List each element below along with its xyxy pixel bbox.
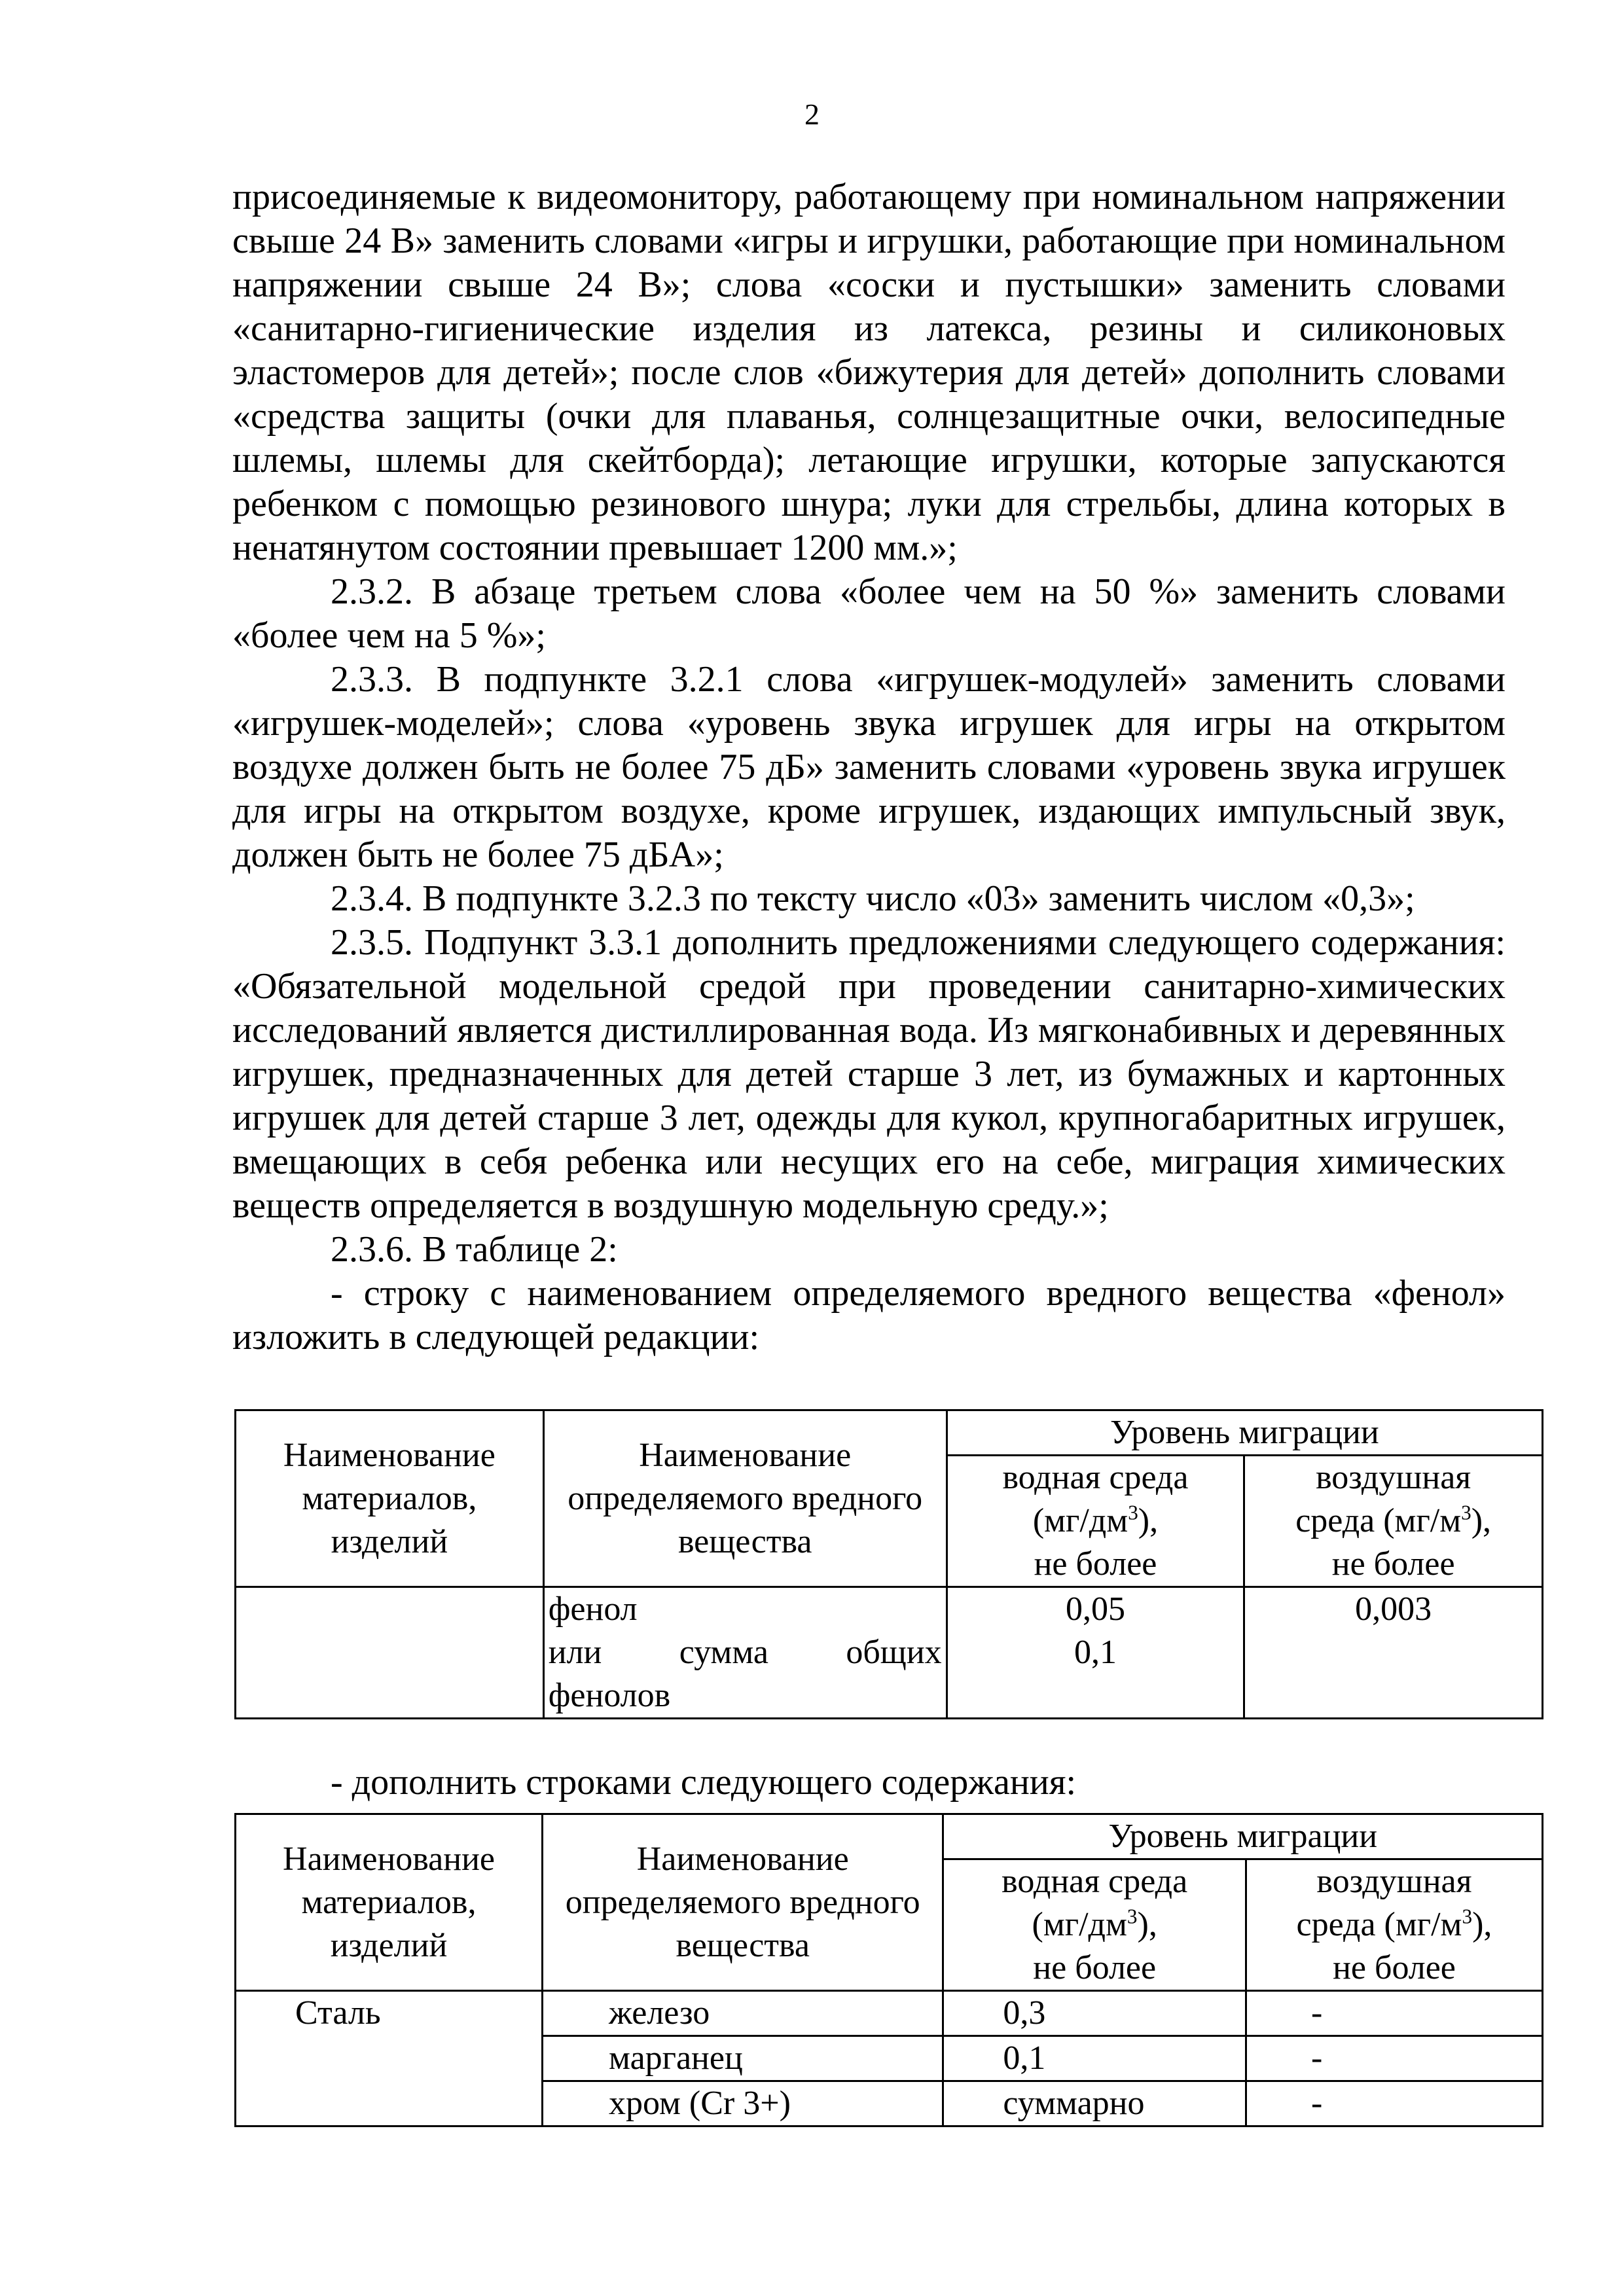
cell-material: Сталь: [236, 1991, 543, 2126]
header-air-medium: [1244, 1456, 1543, 1587]
cell-air: -: [1246, 2036, 1542, 2081]
header-water-medium: [947, 1456, 1244, 1587]
header-migration-level: Уровень миграции: [943, 1814, 1543, 1859]
header-air-line2: среда $(мг/м^3)$,: [1295, 1501, 1492, 1539]
cell-water: 0,1: [943, 2036, 1246, 2081]
page-number: 2: [804, 98, 820, 131]
paragraph: 2.3.5. Подпункт 3.3.1 дополнить предложениями следующего содержания: «Обязательной модельной средой при проведении санитарно-химических исследований является дистиллированная вода. Из мягконабивных и деревянных игрушек, предназначенных для детей старше 3 лет, из бумажных и картонных игрушек для детей старше 3 лет, одежды для кукол, крупногабаритных игрушек, вмещающих в себя ребенка или несущих его на себе, миграция химических веществ определяется в воздушную модельную среду.»;: [232, 922, 1506, 1226]
paragraph: - строку с наименованием определяемого вредного вещества «фенол» изложить в следующей редакции:: [232, 1273, 1506, 1357]
phenol-table: [234, 1409, 1543, 1719]
cell-water: 0,05 0,1: [947, 1587, 1244, 1719]
header-materials: Наименование материалов, изделий: [236, 1410, 544, 1587]
paragraph: 2.3.2. В абзаце третьем слова «более чем на 50 %» заменить словами «более чем на 5 %»;: [232, 571, 1506, 656]
table2-caption: - дополнить строками следующего содержания:: [331, 1762, 1077, 1803]
paragraph: 2.3.4. В подпункте 3.2.3 по тексту число «03» заменить числом «0,3»;: [331, 878, 1415, 919]
header-substance: Наименование определяемого вредного вещества: [543, 1410, 947, 1587]
table-row: [236, 1587, 1543, 1719]
header-water-line1: водная среда: [1002, 1459, 1189, 1496]
table-row: [236, 1991, 1543, 2036]
cell-substance: фенол или сумма общих фенолов: [543, 1587, 947, 1719]
cell-substance: железо: [543, 1991, 943, 2036]
body-text: [232, 175, 1506, 1359]
paragraph: 2.3.3. В подпункте 3.2.1 слова «игрушек-модулей» заменить словами «игрушек-моделей»; слова «уровень звука игрушек для игры на открытом воздухе должен быть не более 75 дБ» заменить словами «уровень звука игрушек для игры на открытом воздухе, кроме игрушек, издающих импульсный звук, должен быть не более 75 дБА»;: [232, 659, 1506, 875]
paragraph: 2.3.6. В таблице 2:: [331, 1229, 618, 1270]
table-header-row: [236, 1814, 1543, 1859]
cell-substance: марганец: [543, 2036, 943, 2081]
cell-water: суммарно: [943, 2081, 1246, 2126]
paragraph: присоединяемые к видеомонитору, работающему при номинальном напряжении свыше 24 В» заменить словами «игры и игрушки, работающие при номинальном напряжении свыше 24 В»; слова «соски и пустышки» заменить словами «санитарно-гигиенические изделия из латекса, резины и силиконовых эластомеров для детей»; после слов «бижутерия для детей» дополнить словами «средства защиты (очки для плаванья, солнцезащитные очки, велосипедные шлемы, шлемы для скейтборда); летающие игрушки, которые запускаются ребенком с помощью резинового шнура; луки для стрельбы, длина которых в ненатянутом состоянии превышает 1200 мм.»;: [232, 177, 1506, 568]
header-substance: Наименование определяемого вредного вещества: [543, 1814, 943, 1991]
cell-substance: хром (Cr 3+): [543, 2081, 943, 2126]
header-water-line3: не более: [1034, 1545, 1157, 1583]
header-water-medium: водная среда $(мг/дм^3)$, не более: [943, 1859, 1246, 1991]
cell-material: [236, 1587, 544, 1719]
header-materials: Наименование материалов, изделий: [236, 1814, 543, 1991]
header-water-line2: $(мг/дм^3)$,: [1032, 1501, 1159, 1539]
header-air-line1: воздушная: [1316, 1459, 1471, 1496]
cell-air: -: [1246, 2081, 1542, 2126]
header-migration-level: Уровень миграции: [947, 1410, 1542, 1456]
header-air-medium: воздушная среда $(мг/м^3)$, не более: [1246, 1859, 1542, 1991]
table-header-row: [236, 1410, 1543, 1456]
header-air-line3: не более: [1331, 1545, 1455, 1583]
steel-table: [234, 1813, 1543, 2127]
cell-air: 0,003: [1244, 1587, 1543, 1719]
cell-air: -: [1246, 1991, 1542, 2036]
cell-water: 0,3: [943, 1991, 1246, 2036]
